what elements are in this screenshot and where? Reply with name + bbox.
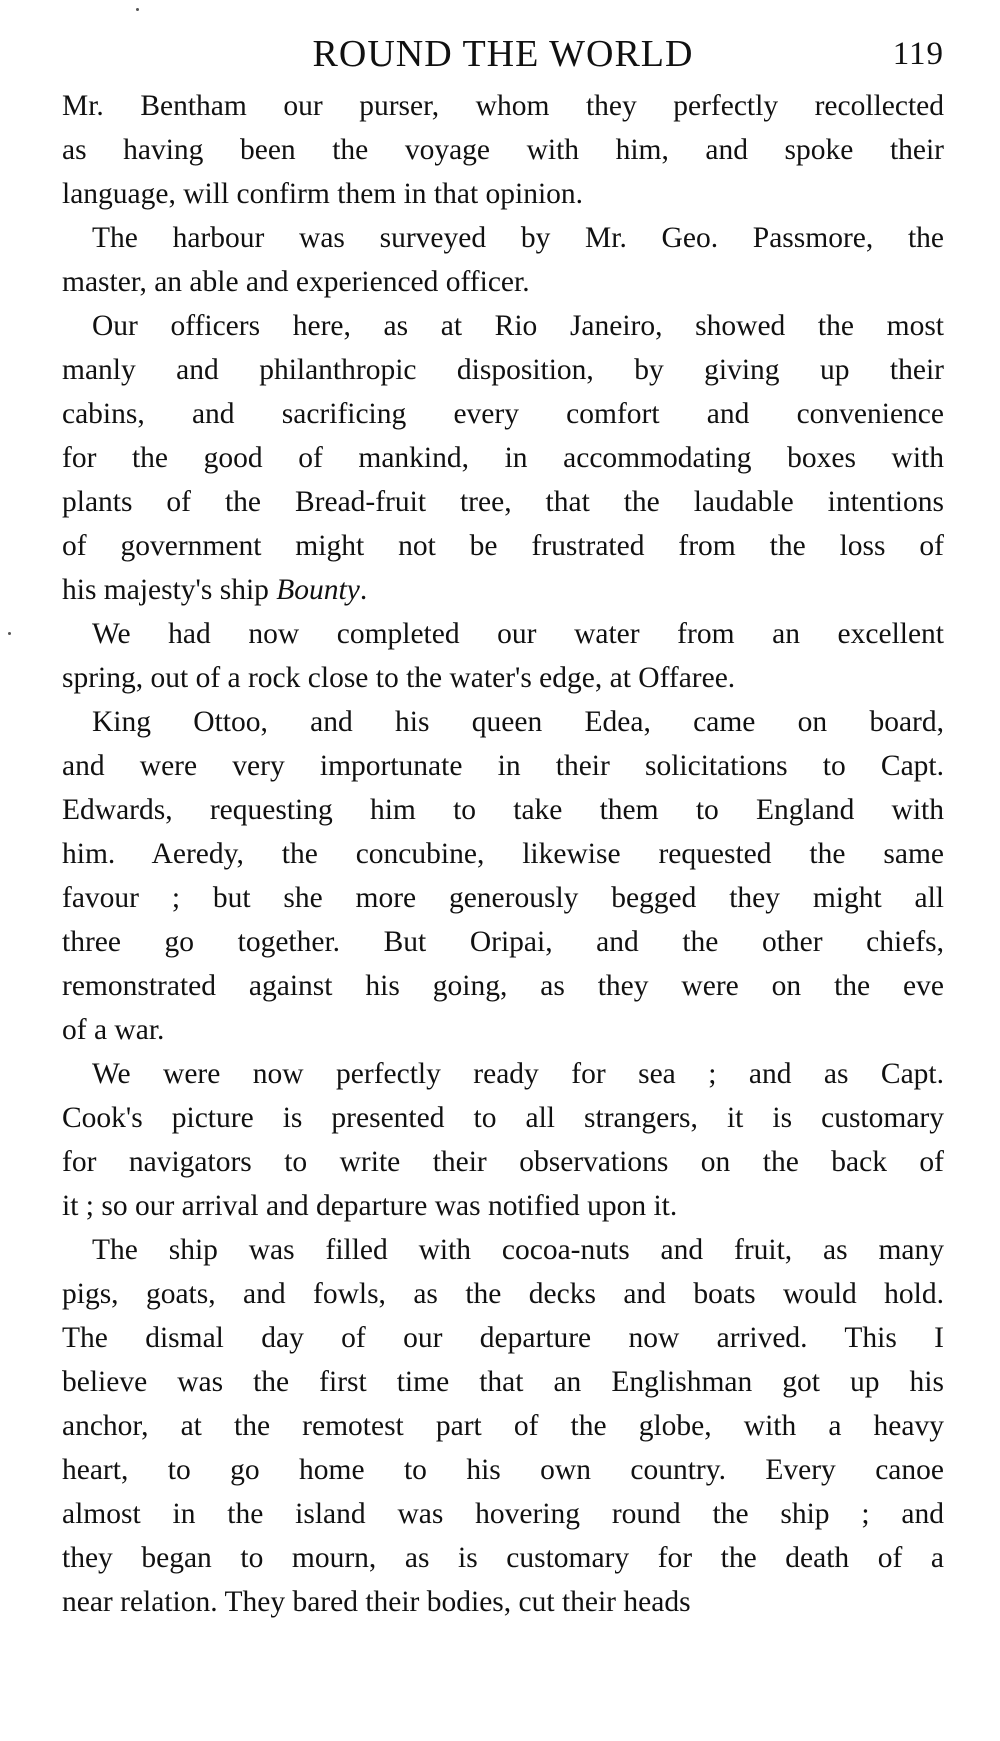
paragraph [62,304,944,612]
running-title: ROUND THE WORLD [312,33,694,75]
paragraph [62,216,944,304]
text-line: cabins, and sacrificing every comfort and convenience [62,398,944,430]
text-fragment: . [359,574,368,606]
text-line: master, an able and experienced officer. [62,266,530,298]
text-line: manly and philanthropic disposition, by giving up their [62,354,944,386]
text-line: Cook's picture is presented to all strangers, it is customary [62,1102,944,1134]
text-line: We were now perfectly ready for sea ; and as Capt. [92,1058,944,1090]
text-line: Edwards, requesting him to take them to England with [62,794,944,826]
text-line: favour ; but she more generously begged they might all [62,882,944,914]
text-line: plants of the Bread-fruit tree, that the laudable intentions [62,486,944,518]
text-line: The harbour was surveyed by Mr. Geo. Passmore, the [92,222,944,254]
text-line: language, will confirm them in that opinion. [62,178,584,210]
print-speck [8,632,11,635]
text-line: King Ottoo, and his queen Edea, came on board, [92,706,944,738]
text-line: near relation. They bared their bodies, cut their heads [62,1586,691,1618]
paragraph [62,1052,944,1228]
text-line: almost in the island was hovering round the ship ; and [62,1498,944,1530]
text-line: Our officers here, as at Rio Janeiro, showed the most [92,310,944,342]
text-line: The dismal day of our departure now arrived. This I [62,1322,944,1354]
body-text [62,84,944,1624]
paragraph [62,612,944,700]
text-fragment: his majesty's ship [62,574,277,606]
text-line: they began to mourn, as is customary for the death of a [62,1542,944,1574]
text-line: and were very importunate in their solicitations to Capt. [62,750,944,782]
ship-name-italic: Bounty [276,574,360,606]
paragraph [62,1228,944,1624]
text-line: remonstrated against his going, as they were on the eve [62,970,944,1002]
text-line: three go together. But Oripai, and the other chiefs, [62,926,944,958]
page-number: 119 [892,36,944,72]
text-line: The ship was filled with cocoa-nuts and fruit, as many [92,1234,944,1266]
text-line: for the good of mankind, in accommodating boxes with [62,442,944,474]
text-line: as having been the voyage with him, and spoke their [62,134,944,166]
text-line [62,568,944,612]
text-line: anchor, at the remotest part of the globe, with a heavy [62,1410,944,1442]
text-line: it ; so our arrival and departure was notified upon it. [62,1190,678,1222]
text-line: heart, to go home to his own country. Every canoe [62,1454,944,1486]
text-line: of a war. [62,1014,165,1046]
paragraph [62,700,944,1052]
text-line: him. Aeredy, the concubine, likewise requested the same [62,838,944,870]
text-line: spring, out of a rock close to the water's edge, at Offaree. [62,662,736,694]
text-line: We had now completed our water from an excellent [92,618,944,650]
text-line: for navigators to write their observations on the back of [62,1146,944,1178]
running-head [62,30,944,78]
text-line: believe was the first time that an Englishman got up his [62,1366,944,1398]
text-line: Mr. Bentham our purser, whom they perfectly recollected [62,90,944,122]
text-line: of government might not be frustrated from the loss of [62,530,944,562]
paragraph [62,84,944,216]
print-speck [136,8,139,11]
text-line: pigs, goats, and fowls, as the decks and boats would hold. [62,1278,944,1310]
